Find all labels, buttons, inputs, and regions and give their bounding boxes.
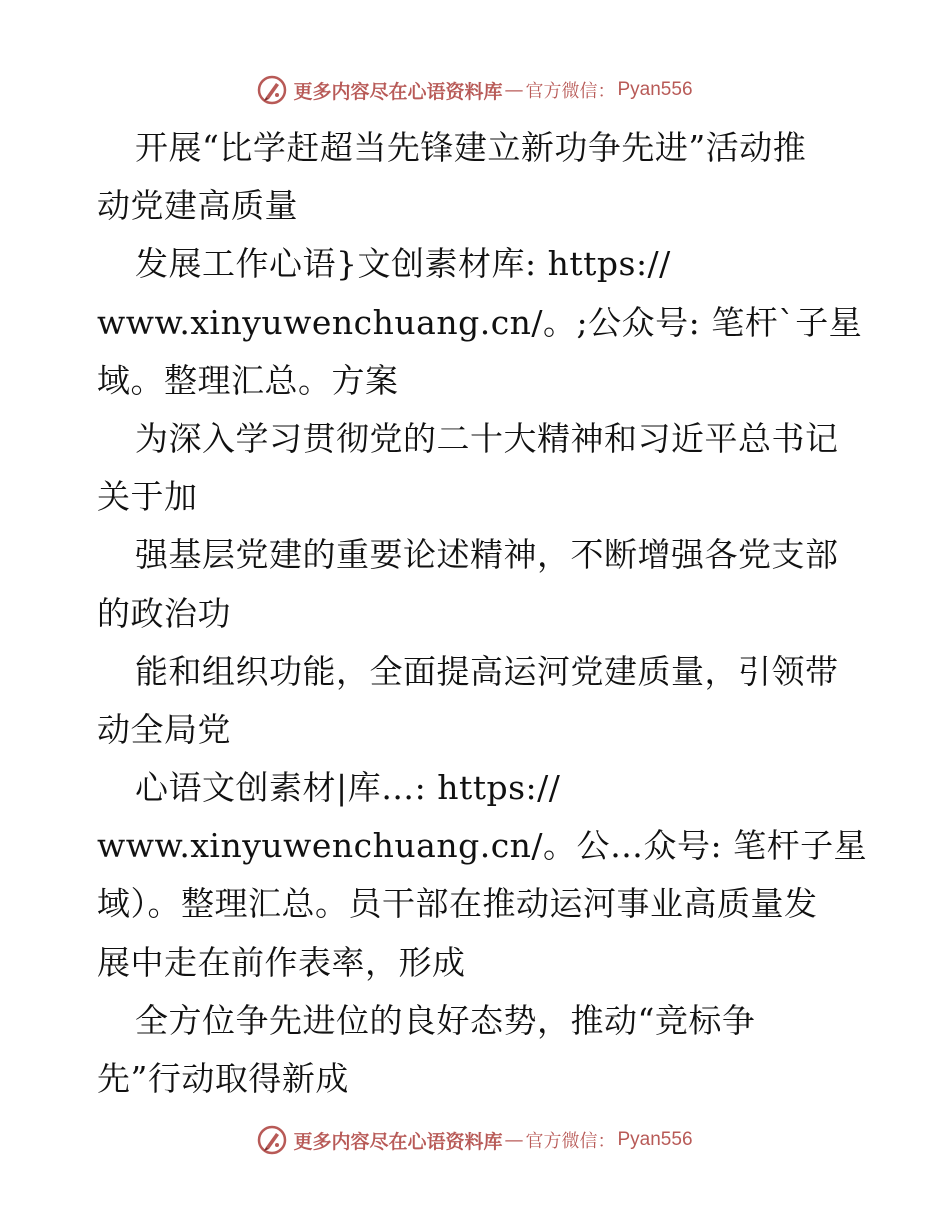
body-line: 全方位争先进位的良好态势，推动“竞标争 — [135, 1000, 756, 1040]
footer-account: Pyan556 — [617, 1129, 693, 1150]
header-banner — [0, 70, 950, 110]
body-line: 心语文创素材|库…: https:// — [135, 768, 561, 808]
footer-banner — [0, 1120, 950, 1160]
body-line: www.xinyuwenchuang.cn/。公…众号: 笔杆子星 — [97, 826, 868, 866]
body-line: 先”行动取得新成 — [97, 1059, 349, 1098]
header-slogan: 更多内容尽在心语资料库 — [293, 80, 503, 103]
footer-official-label: 官方微信： — [525, 1131, 616, 1152]
body-line: 动全局党 — [97, 709, 231, 749]
body-line: 关于加 — [97, 477, 198, 517]
header-account: Pyan556 — [617, 79, 693, 100]
pen-logo-icon — [257, 1125, 287, 1155]
document-body — [97, 119, 868, 1108]
body-line: 域）。整理汇总。员干部在推动运河事业高质量发 — [97, 884, 818, 924]
body-line: 强基层党建的重要论述精神，不断增强各党支部 — [135, 535, 839, 575]
header-official-label: 官方微信： — [525, 81, 616, 102]
body-line: 能和组织功能，全面提高运河党建质量，引领带 — [135, 651, 839, 691]
body-line: 开展“比学赶超当先锋建立新功争先进”活动推 — [135, 128, 807, 167]
footer-dash: — — [504, 1129, 524, 1151]
body-line: 发展工作心语}文创素材库: https:// — [135, 244, 671, 284]
body-line: www.xinyuwenchuang.cn/。;公众号: 笔杆`子星 — [97, 302, 863, 342]
footer-slogan: 更多内容尽在心语资料库 — [293, 1130, 503, 1153]
body-line: 展中走在前作表率，形成 — [97, 942, 466, 982]
pen-logo-icon — [257, 75, 287, 105]
body-line: 的政治功 — [97, 593, 231, 633]
body-line: 为深入学习贯彻党的二十大精神和习近平总书记 — [135, 418, 839, 458]
header-dash: — — [504, 79, 524, 101]
body-line: 域。整理汇总。方案 — [97, 360, 399, 400]
body-line: 动党建高质量 — [97, 186, 298, 226]
